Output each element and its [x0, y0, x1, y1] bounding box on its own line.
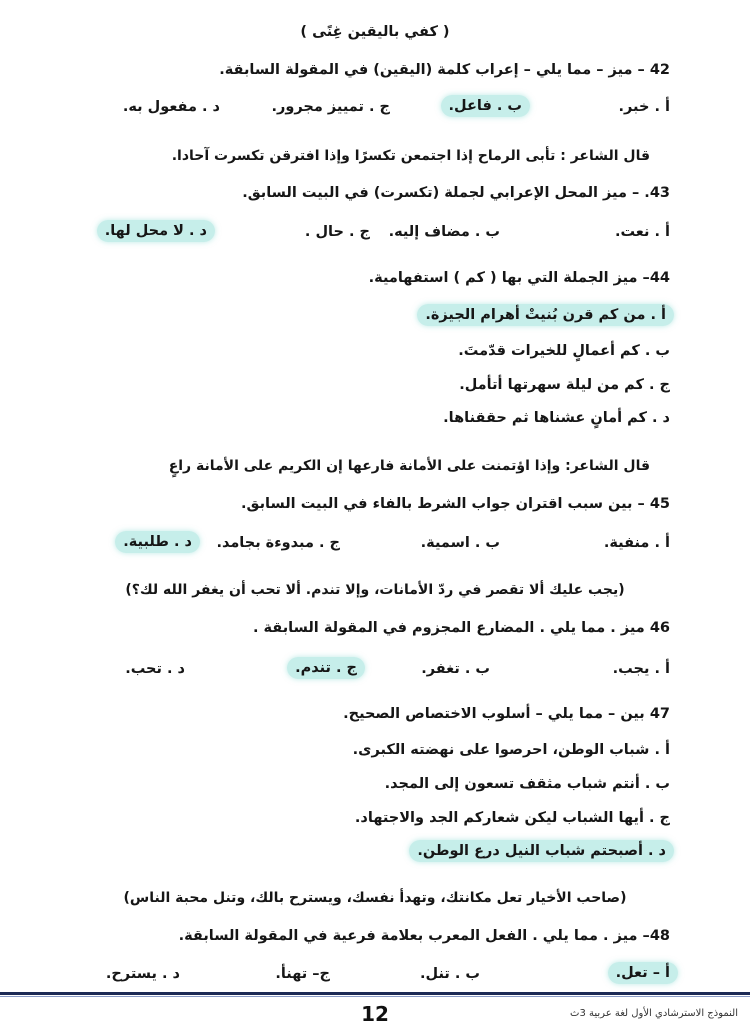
footer-note: النموذج الاسترشادي الأول لغة عربية 3ث: [570, 1008, 738, 1019]
option-a[interactable]: أ . يجب.: [612, 661, 670, 677]
option-c[interactable]: ج . تمييز مجرور.: [271, 99, 390, 115]
question-47: 47 بين – مما يلي – أسلوب الاختصاص الصحيح.: [343, 706, 670, 722]
option-c[interactable]: ج . أيها الشباب ليكن شعاركم الجد والاجتهاد.: [354, 810, 670, 826]
footer-rule-thin: [0, 996, 750, 997]
option-b-highlighted[interactable]: ب . فاعل.: [441, 95, 530, 117]
option-a[interactable]: أ . خبر.: [618, 99, 670, 115]
poem-line: قال الشاعر: وإذا اؤتمنت على الأمانة فارعها إن الكريم على الأمانة راعٍ: [168, 458, 650, 474]
option-d[interactable]: د . يسترح.: [105, 966, 180, 982]
option-a-highlighted[interactable]: أ . من كم قرن بُنيتْ أهرام الجيزة.: [417, 304, 674, 326]
option-b[interactable]: ب . كم أعمالٍ للخيرات قدّمتَ.: [458, 343, 670, 359]
option-c[interactable]: ج . حال .: [304, 224, 370, 240]
quote-line: (يجب عليك ألا تقصر في ردّ الأمانات، وإلا تندم. ألا تحب أن يغفر الله لك؟): [125, 582, 625, 598]
poem-line: قال الشاعر : تأبى الرماح إذا اجتمعن تكسرًا وإذا افترقن تكسرت آحادا.: [171, 148, 650, 164]
question-45: 45 – بين سبب اقتران جواب الشرط بالفاء في البيت السابق.: [241, 496, 670, 512]
option-a-highlighted[interactable]: أ – تعل.: [608, 962, 678, 984]
option-d-highlighted[interactable]: د . أصبحتم شباب النيل درع الوطن.: [409, 840, 674, 862]
option-b[interactable]: ب . اسمية.: [420, 535, 500, 551]
option-c[interactable]: ج . مبدوءة بجامد.: [216, 535, 340, 551]
footer-rule: [0, 992, 750, 995]
option-c-highlighted[interactable]: ج . تندم.: [287, 657, 365, 679]
option-d[interactable]: د . كم أمانٍ عشناها ثم حققناها.: [443, 410, 670, 426]
option-d-highlighted[interactable]: د . لا محل لها.: [97, 220, 215, 242]
question-42: 42 – ميز – مما يلي – إعراب كلمة (اليقين) في المقولة السابقة.: [219, 62, 670, 78]
option-b[interactable]: ب . تنل.: [420, 966, 480, 982]
option-a[interactable]: أ . شباب الوطن، احرصوا على نهضته الكبرى.: [352, 742, 670, 758]
quote-line: ( كفي باليقين غِنًى ): [300, 24, 450, 40]
option-d[interactable]: د . تحب.: [125, 661, 185, 677]
option-c[interactable]: ج– تهنأ.: [275, 966, 330, 982]
option-b[interactable]: ب . أنتم شباب مثقف تسعون إلى المجد.: [384, 776, 670, 792]
option-b[interactable]: ب . تغفر.: [421, 661, 490, 677]
option-b[interactable]: ب . مضاف إليه.: [388, 224, 500, 240]
option-a[interactable]: أ . منفية.: [603, 535, 670, 551]
quote-line: (صاحب الأخيار تعل مكانتك، وتهدأ نفسك، ويسترح بالك، وتنل محبة الناس): [123, 890, 627, 906]
question-44: 44– ميز الجملة التي بها ( كم ) استفهامية.: [368, 270, 670, 286]
option-c[interactable]: ج . كم من ليلة سهرتها أتأمل.: [459, 377, 670, 393]
option-a[interactable]: أ . نعت.: [614, 224, 670, 240]
option-d-highlighted[interactable]: د . طلبية.: [115, 531, 200, 553]
question-43: 43. – ميز المحل الإعرابي لجملة (تكسرت) في البيت السابق.: [242, 185, 670, 201]
question-46: 46 ميز . مما يلي . المضارع المجزوم في المقولة السابقة .: [252, 620, 670, 636]
question-48: 48– ميز . مما يلي . الفعل المعرب بعلامة فرعية في المقولة السابقة.: [178, 928, 670, 944]
option-d[interactable]: د . مفعول به.: [122, 99, 220, 115]
page-number: 12: [361, 1002, 389, 1026]
